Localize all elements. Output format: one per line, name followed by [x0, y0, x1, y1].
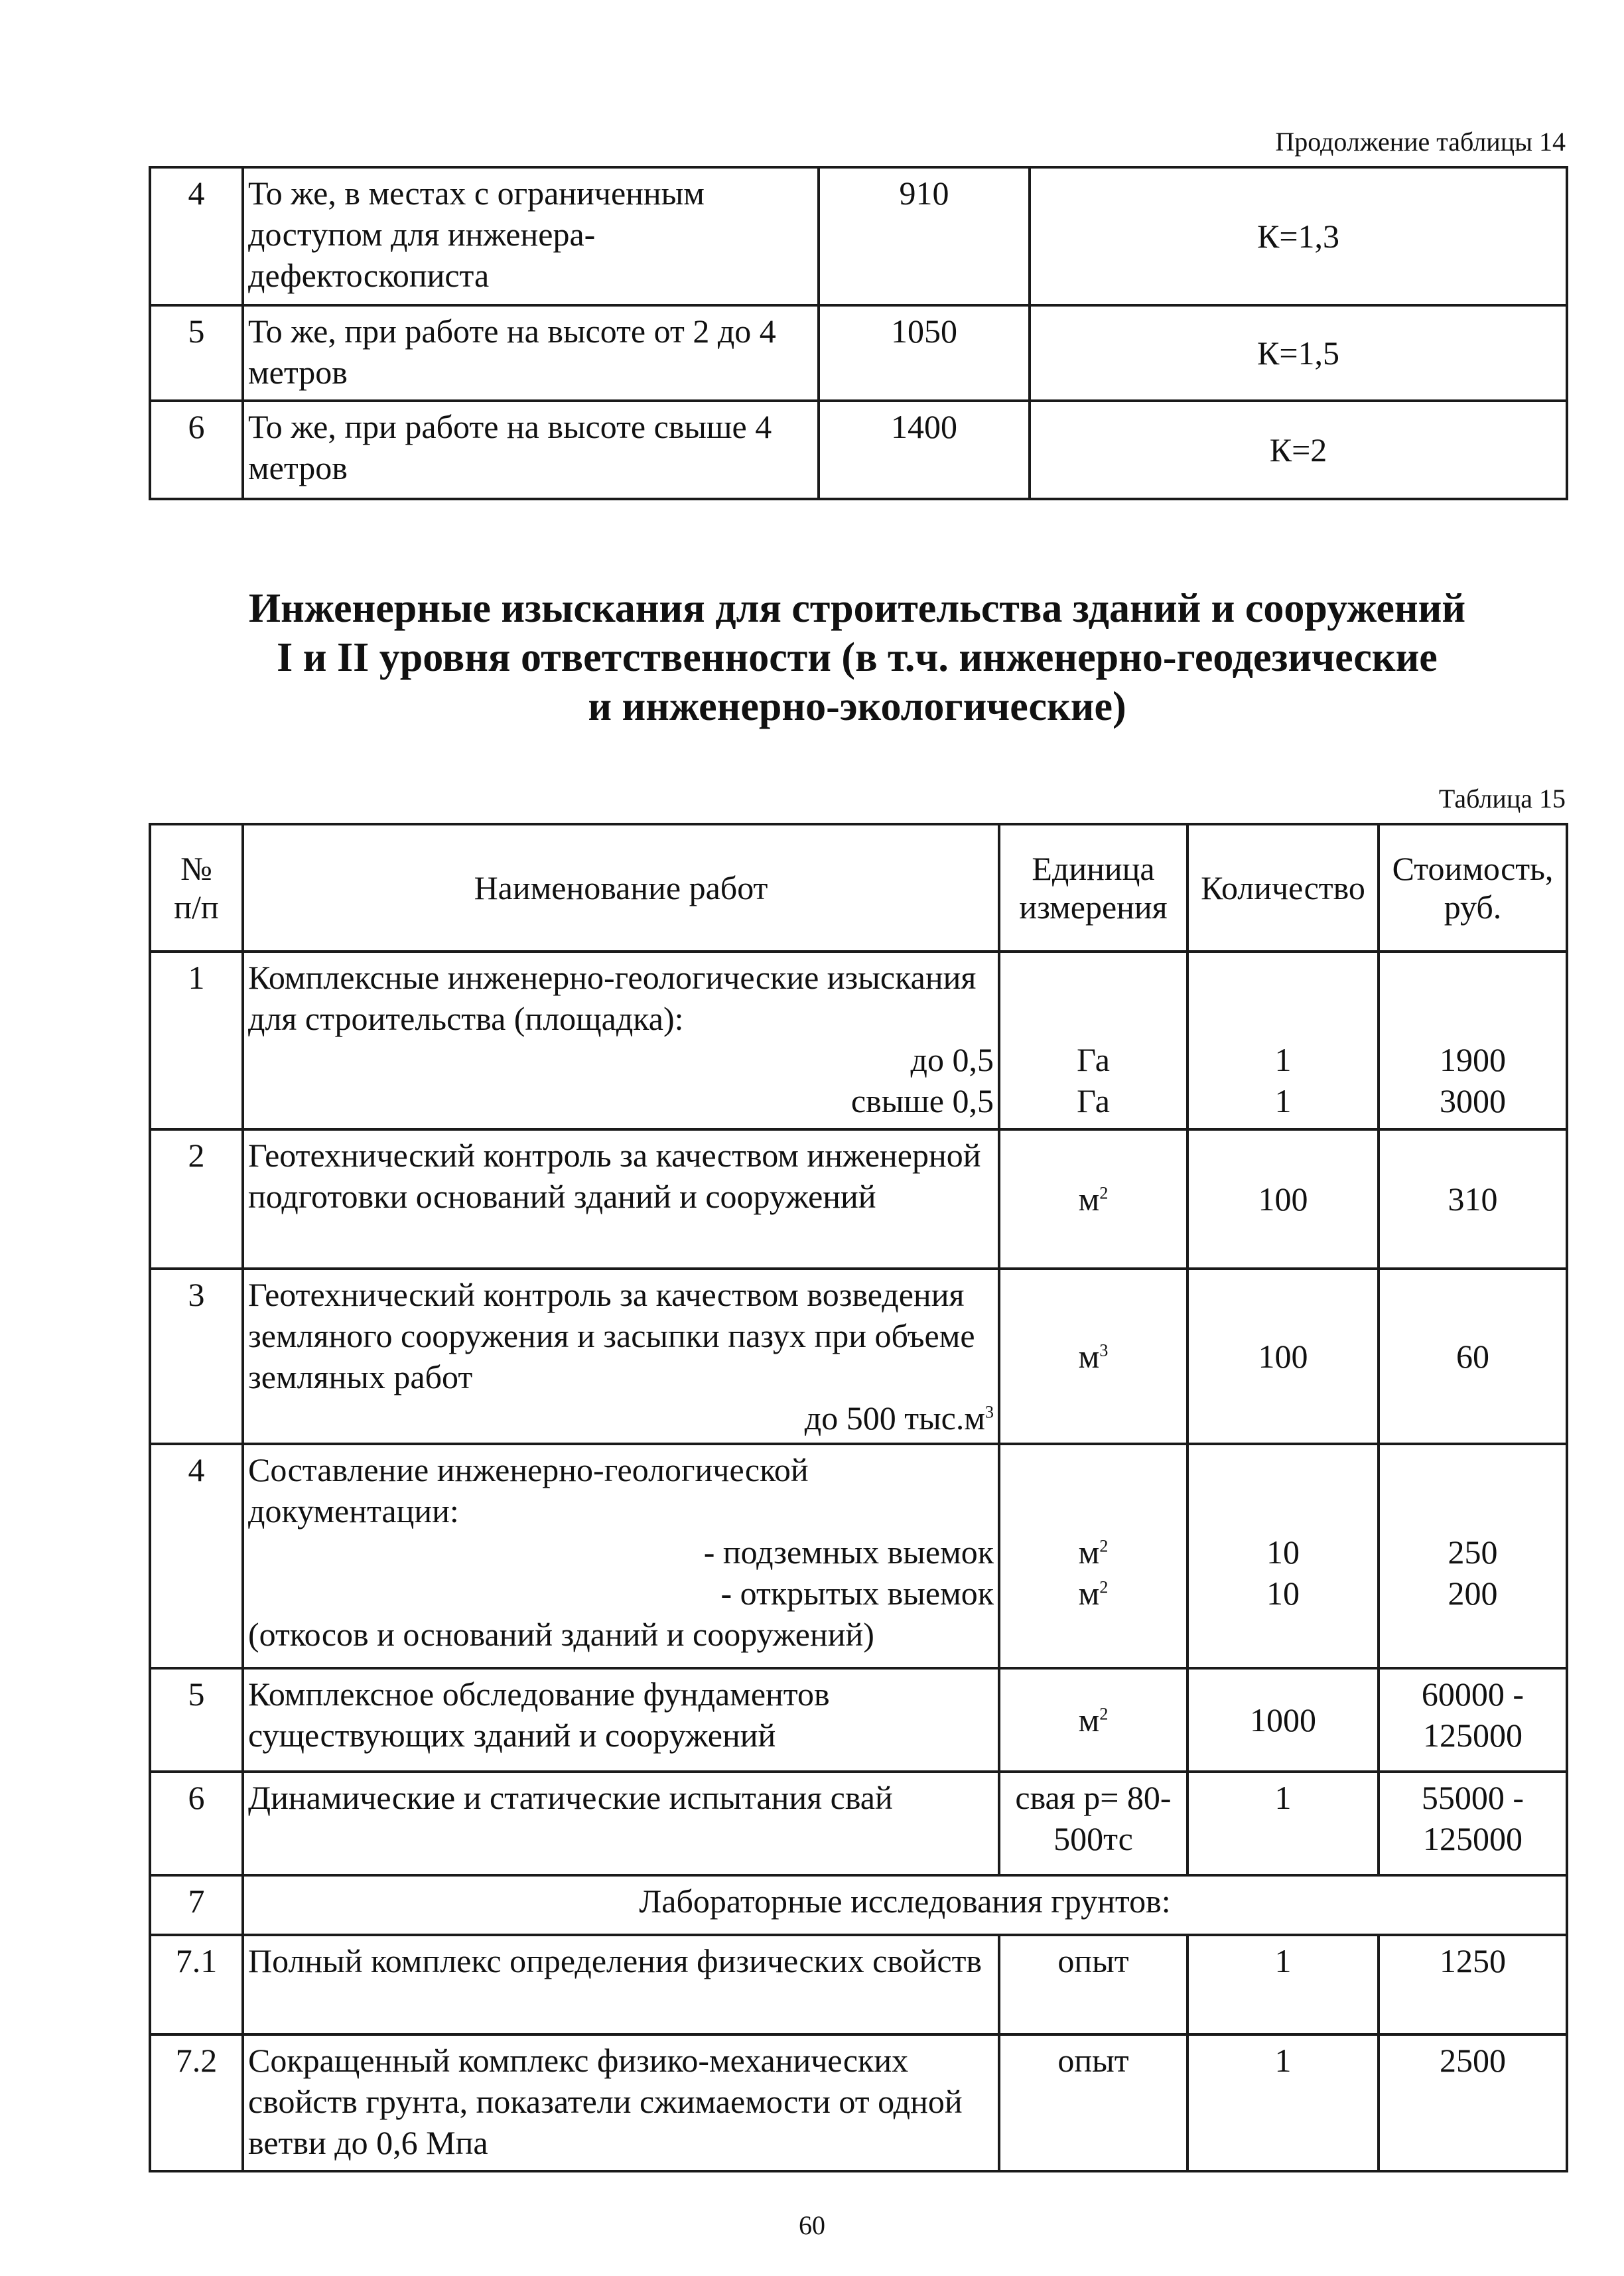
table-row	[150, 1269, 1567, 1444]
work-name: Геотехнический контроль за качеством инженерной подготовки оснований зданий и сооружений	[243, 1129, 999, 1269]
cost: 60000 - 125000	[1379, 1668, 1567, 1772]
coefficient: К=2	[1030, 401, 1567, 499]
header-unit: Единица измерения	[999, 824, 1187, 952]
row-number: 7.2	[150, 2034, 243, 2171]
table-15	[149, 823, 1568, 2172]
row-number: 1	[150, 952, 243, 1129]
cost: 1250	[1379, 1935, 1567, 2034]
table-row	[150, 952, 1567, 1129]
row-value: 1050	[819, 305, 1030, 401]
unit: $м^2$ $м^2$	[999, 1444, 1187, 1668]
unit: свая р= 80-500тс	[999, 1772, 1187, 1875]
cost: 60	[1379, 1269, 1567, 1444]
work-name: Динамические и статические испытания свай	[243, 1772, 999, 1875]
heading-line: I и II уровня ответственности (в т.ч. инженерно-геодезические	[277, 635, 1438, 680]
header-name: Наименование работ	[243, 824, 999, 952]
table-row	[150, 1444, 1567, 1668]
quantity: 1000	[1187, 1668, 1379, 1772]
table-header-row	[150, 824, 1567, 952]
work-name: То же, при работе на высоте от 2 до 4 метров	[243, 305, 819, 401]
work-name: Комплексные инженерно-геологические изыскания для строительства (площадка): до 0,5 свыше 0,5	[243, 952, 999, 1129]
cost: 1900 3000	[1379, 952, 1567, 1129]
header-num: № п/п	[150, 824, 243, 952]
row-number: 7.1	[150, 1935, 243, 2034]
cost: 55000 - 125000	[1379, 1772, 1567, 1875]
header-cost: Стоимость, руб.	[1379, 824, 1567, 952]
unit: опыт	[999, 2034, 1187, 2171]
row-number: 2	[150, 1129, 243, 1269]
row-number: 6	[150, 401, 243, 499]
row-number: 4	[150, 167, 243, 305]
work-name: Сокращенный комплекс физико-механических свойств грунта, показатели сжимаемости от одной ветви до 0,6 Мпа	[243, 2034, 999, 2171]
table-row	[150, 1772, 1567, 1875]
heading-line: и инженерно-экологические)	[588, 684, 1126, 729]
table-row	[150, 1668, 1567, 1772]
table-continuation-label: Продолжение таблицы 14	[1275, 127, 1566, 157]
table-row	[150, 1875, 1567, 1935]
section-title: Лабораторные исследования грунтов:	[243, 1875, 1567, 1935]
row-number: 3	[150, 1269, 243, 1444]
work-name: То же, при работе на высоте свыше 4 метров	[243, 401, 819, 499]
coefficient: К=1,5	[1030, 305, 1567, 401]
quantity: 1	[1187, 2034, 1379, 2171]
quantity: 1 1	[1187, 952, 1379, 1129]
coefficient: К=1,3	[1030, 167, 1567, 305]
work-name: Составление инженерно-геологической документации: - подземных выемок - открытых выемок (откосов и оснований зданий и сооружений)	[243, 1444, 999, 1668]
row-number: 5	[150, 1668, 243, 1772]
header-qty: Количество	[1187, 824, 1379, 952]
unit: $м^3$	[999, 1269, 1187, 1444]
cost: 250 200	[1379, 1444, 1567, 1668]
page-number: 60	[799, 2210, 825, 2240]
quantity: 100	[1187, 1269, 1379, 1444]
table-row	[150, 1935, 1567, 2034]
work-name: Полный комплекс определения физических свойств	[243, 1935, 999, 2034]
cost: 2500	[1379, 2034, 1567, 2171]
table-row	[150, 401, 1567, 499]
row-number: 7	[150, 1875, 243, 1935]
unit: опыт	[999, 1935, 1187, 2034]
unit: $м^2$	[999, 1668, 1187, 1772]
unit: $м^2$	[999, 1129, 1187, 1269]
table-row	[150, 167, 1567, 305]
work-name: Комплексное обследование фундаментов существующих зданий и сооружений	[243, 1668, 999, 1772]
table-15-label: Таблица 15	[1438, 784, 1566, 814]
row-number: 4	[150, 1444, 243, 1668]
row-value: 910	[819, 167, 1030, 305]
work-name: То же, в местах с ограниченным доступом для инженера-дефектоскописта	[243, 167, 819, 305]
row-number: 6	[150, 1772, 243, 1875]
quantity: 1	[1187, 1935, 1379, 2034]
table-row	[150, 305, 1567, 401]
quantity: 1	[1187, 1772, 1379, 1875]
work-name: Геотехнический контроль за качеством возведения земляного сооружения и засыпки пазух при объеме земляных работ до 500 $тыс.м^3$	[243, 1269, 999, 1444]
row-value: 1400	[819, 401, 1030, 499]
table-row	[150, 2034, 1567, 2171]
unit: Га Га	[999, 952, 1187, 1129]
section-heading	[149, 584, 1566, 731]
table-row	[150, 1129, 1567, 1269]
quantity: 10 10	[1187, 1444, 1379, 1668]
heading-line: Инженерные изыскания для строительства зданий и сооружений	[248, 586, 1466, 631]
quantity: 100	[1187, 1129, 1379, 1269]
cost: 310	[1379, 1129, 1567, 1269]
table-14-continuation	[149, 166, 1568, 500]
row-number: 5	[150, 305, 243, 401]
